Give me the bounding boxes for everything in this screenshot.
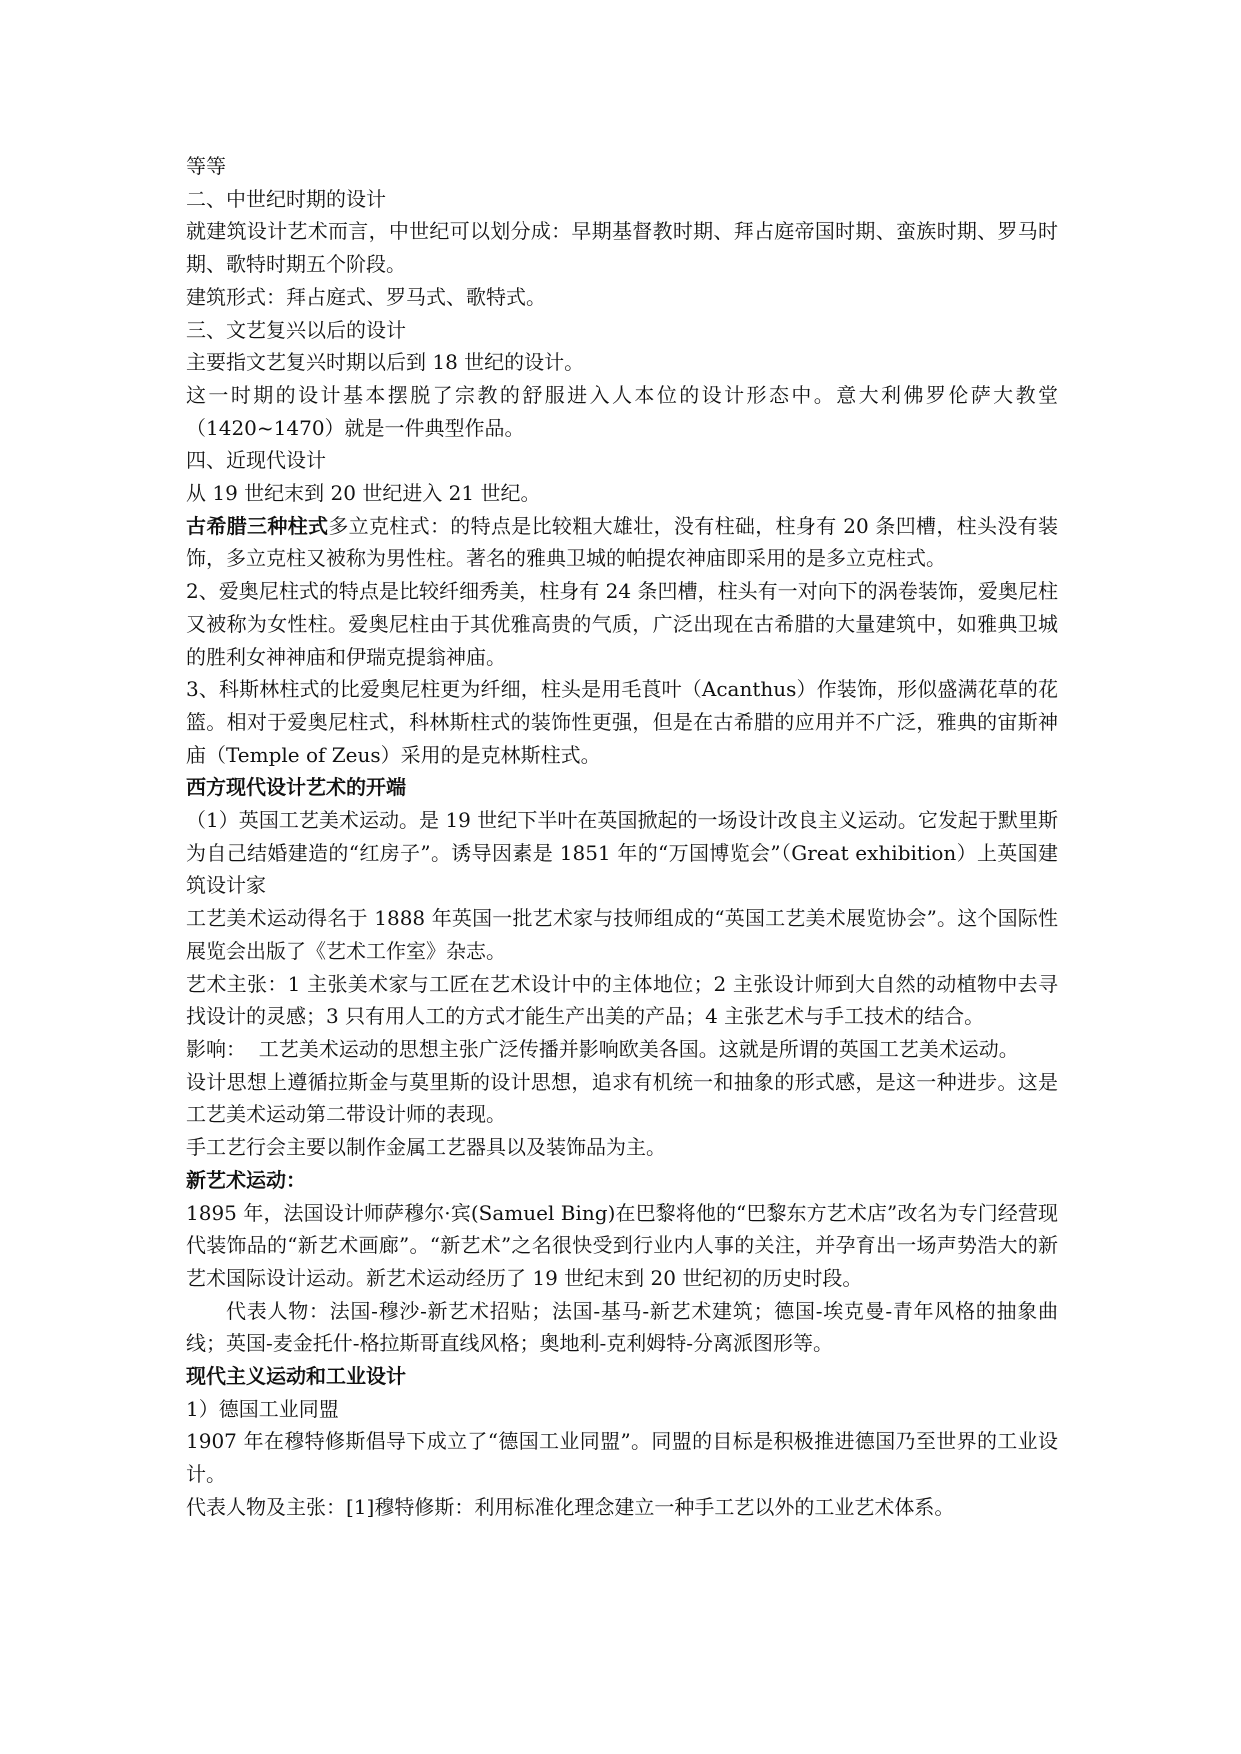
paragraph: （1）英国工艺美术运动。是 19 世纪下半叶在英国掀起的一场设计改良主义运动。它发起于默里斯为自己结婚建造的“红房子”。诱导因素是 1851 年的“万国博览会”（Great exhibition）上英国建筑设计家 bbox=[186, 808, 1058, 898]
paragraph: 从 19 世纪末到 20 世纪进入 21 世纪。 bbox=[186, 481, 541, 506]
paragraph: 3、科斯林柱式的比爱奥尼柱更为纤细，柱头是用毛莨叶（Acanthus）作装饰，形似盛满花草的花篮。相对于爱奥尼柱式，科林斯柱式的装饰性更强，但是在古希腊的应用并不广泛，雅典的宙斯神庙（Temple of Zeus）采用的是克林斯柱式。 bbox=[186, 677, 1058, 767]
section-heading-renaissance: 三、文艺复兴以后的设计 bbox=[186, 317, 406, 342]
paragraph: 1907 年在穆特修斯倡导下成立了“德国工业同盟”。同盟的目标是积极推进德国乃至世界的工业设计。 bbox=[186, 1429, 1058, 1487]
document-page bbox=[186, 150, 1058, 1524]
paragraph: 设计思想上遵循拉斯金与莫里斯的设计思想，追求有机统一和抽象的形式感，是这一种进步。这是工艺美术运动第二带设计师的表现。 bbox=[186, 1069, 1058, 1127]
paragraph-text: 多立克柱式：的特点是比较粗大雄壮，没有柱础，柱身有 20 条凹槽，柱头没有装饰，多立克柱又被称为男性柱。著名的雅典卫城的帕提农神庙即采用的是多立克柱式。 bbox=[186, 513, 1058, 571]
bold-lead-text: 古希腊三种柱式 bbox=[186, 513, 329, 538]
section-heading-medieval: 二、中世纪时期的设计 bbox=[186, 186, 386, 211]
paragraph: 等等 bbox=[186, 154, 226, 178]
bold-heading-modernism: 现代主义运动和工业设计 bbox=[186, 1364, 406, 1389]
paragraph: 2、爱奥尼柱式的特点是比较纤细秀美，柱身有 24 条凹槽，柱头有一对向下的涡卷装饰，爱奥尼柱又被称为女性柱。爱奥尼柱由于其优雅高贵的气质，广泛出现在古希腊的大量建筑中，如雅典卫城的胜利女神神庙和伊瑞克提翁神庙。 bbox=[186, 579, 1058, 669]
paragraph: 这一时期的设计基本摆脱了宗教的舒服进入人本位的设计形态中。意大利佛罗伦萨大教堂（1420~1470）就是一件典型作品。 bbox=[186, 382, 1058, 440]
paragraph: 工艺美术运动得名于 1888 年英国一批艺术家与技师组成的“英国工艺美术展览协会”。这个国际性展览会出版了《艺术工作室》杂志。 bbox=[186, 906, 1058, 963]
paragraph: 就建筑设计艺术而言，中世纪可以划分成：早期基督教时期、拜占庭帝国时期、蛮族时期、罗马时期、歌特时期五个阶段。 bbox=[186, 219, 1058, 277]
paragraph: 艺术主张：1 主张美术家与工匠在艺术设计中的主体地位；2 主张设计师到大自然的动植物中去寻找设计的灵感；3 只有用人工的方式才能生产出美的产品；4 主张艺术与手工技术的结合。 bbox=[186, 971, 1058, 1029]
paragraph-greek-orders bbox=[186, 510, 1058, 575]
paragraph: 代表人物及主张：[1]穆特修斯：利用标准化理念建立一种手工艺以外的工业艺术体系。 bbox=[186, 1494, 955, 1519]
bold-heading-western-modern-design: 西方现代设计艺术的开端 bbox=[186, 775, 406, 800]
paragraph: 1895 年，法国设计师萨穆尔·宾(Samuel Bing)在巴黎将他的“巴黎东方艺术店”改名为专门经营现代装饰品的“新艺术画廊”。“新艺术”之名很快受到行业内人事的关注，并孕育出一场声势浩大的新艺术国际设计运动。新艺术运动经历了 19 世纪末到 20 世纪初的历史时段。 bbox=[186, 1200, 1058, 1290]
paragraph: 主要指文艺复兴时期以后到 18 世纪的设计。 bbox=[186, 350, 585, 375]
paragraph: 影响： 工艺美术运动的思想主张广泛传播并影响欧美各国。这就是所谓的英国工艺美术运动。 bbox=[186, 1036, 1019, 1061]
paragraph: 建筑形式：拜占庭式、罗马式、歌特式。 bbox=[186, 284, 546, 309]
section-heading-modern: 四、近现代设计 bbox=[186, 448, 326, 473]
paragraph-indented: 代表人物：法国-穆沙-新艺术招贴；法国-基马-新艺术建筑；德国-埃克曼-青年风格的抽象曲线；英国-麦金托什-格拉斯哥直线风格；奥地利-克利姆特-分离派图形等。 bbox=[186, 1298, 1058, 1356]
paragraph: 1）德国工业同盟 bbox=[186, 1396, 339, 1421]
bold-heading-art-nouveau: 新艺术运动： bbox=[186, 1167, 306, 1192]
paragraph: 手工艺行会主要以制作金属工艺器具以及装饰品为主。 bbox=[186, 1135, 666, 1160]
